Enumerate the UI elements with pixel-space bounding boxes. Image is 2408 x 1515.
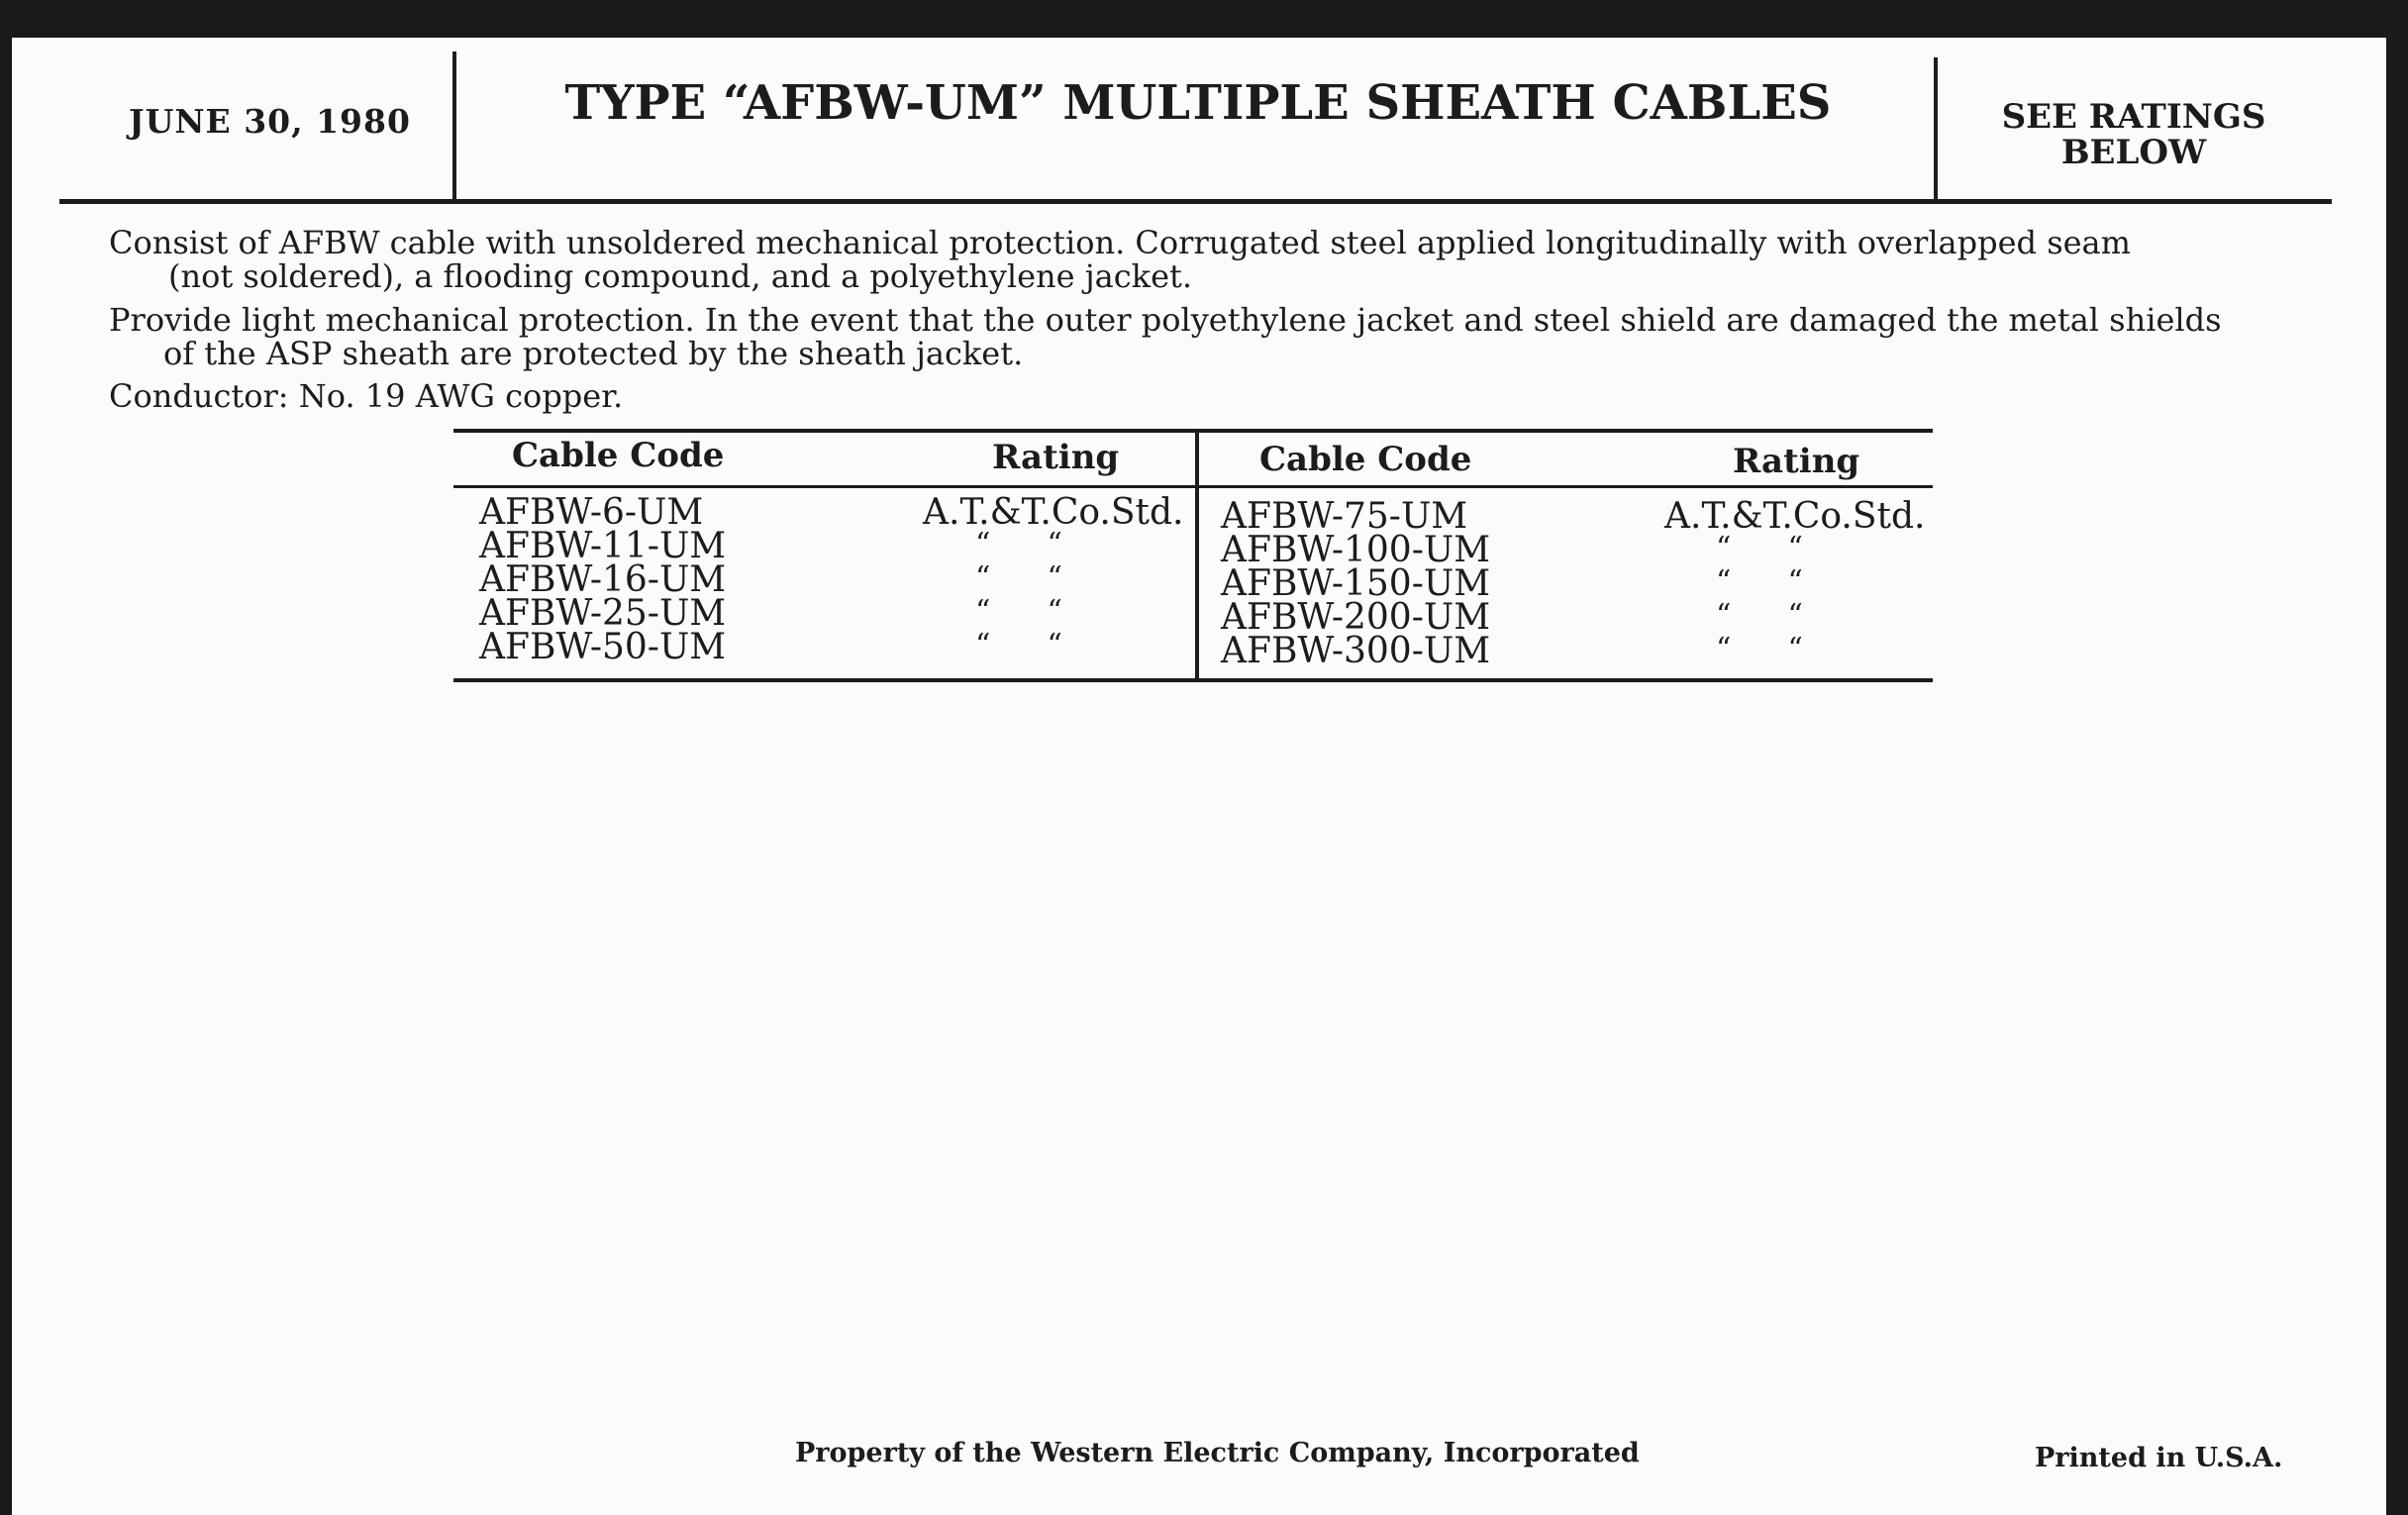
cable-code: AFBW-200-UM: [1221, 597, 1491, 638]
rating-ditto: “ “: [975, 594, 1062, 629]
cable-code: AFBW-50-UM: [479, 627, 727, 667]
rating-value: A.T.&T.Co.Std.: [923, 492, 1184, 533]
rating-ditto: “ “: [975, 527, 1062, 561]
description-paragraph: [109, 226, 2342, 293]
right-cable-code-header: Cable Code: [1259, 440, 1472, 479]
rating-value: A.T.&T.Co.Std.: [1664, 496, 1926, 537]
cable-code: AFBW-16-UM: [479, 559, 727, 600]
issue-date: JUNE 30, 1980: [129, 102, 411, 141]
cable-code: AFBW-75-UM: [1221, 496, 1468, 537]
para1-line1: Consist of AFBW cable with unsoldered mechanical protection. Corrugated steel applied longitudinally with overlapped seam: [109, 224, 2131, 261]
left-cable-code-header: Cable Code: [512, 436, 725, 475]
conductor-spec: Conductor: No. 19 AWG copper.: [109, 377, 624, 415]
protection-paragraph: [109, 303, 2342, 370]
rating-ditto: “ “: [1716, 632, 1803, 666]
see-ratings-line2: BELOW: [2060, 133, 2207, 172]
rating-ditto: “ “: [1716, 598, 1803, 633]
table-top-rule: [453, 429, 1933, 433]
table-center-divider: [1195, 429, 1199, 682]
page-title: TYPE “AFBW-UM” MULTIPLE SHEATH CABLES: [564, 75, 1832, 131]
cable-code: AFBW-100-UM: [1221, 530, 1491, 570]
see-ratings-line1: SEE RATINGS: [2001, 97, 2266, 137]
table-header-rule: [453, 485, 1933, 488]
para2-line2: of the ASP sheath are protected by the sheath jacket.: [163, 335, 1024, 372]
cable-code: AFBW-25-UM: [479, 593, 727, 634]
cable-code: AFBW-6-UM: [479, 492, 704, 533]
header-rule: [59, 199, 2332, 204]
para2-line1: Provide light mechanical protection. In the event that the outer polyethylene jacket and steel shield are damaged the metal shields: [109, 301, 2222, 339]
right-rating-header: Rating: [1733, 442, 1860, 481]
table-bottom-rule: [453, 678, 1933, 682]
printed-in-notice: Printed in U.S.A.: [2035, 1443, 2283, 1473]
rating-ditto: “ “: [975, 560, 1062, 595]
left-rating-header: Rating: [992, 438, 1120, 477]
rating-ditto: “ “: [1716, 531, 1803, 565]
rating-ditto: “ “: [1716, 564, 1803, 599]
header-divider-right: [1934, 57, 1938, 204]
cable-code: AFBW-11-UM: [479, 526, 727, 566]
cable-code: AFBW-150-UM: [1221, 563, 1491, 604]
cable-code: AFBW-300-UM: [1221, 631, 1491, 671]
see-ratings-note: [1941, 99, 2327, 170]
para1-line2: (not soldered), a flooding compound, and a polyethylene jacket.: [168, 257, 1193, 295]
property-notice: Property of the Western Electric Company, Incorporated: [795, 1438, 1640, 1468]
rating-ditto: “ “: [975, 628, 1062, 662]
header-divider-left: [452, 51, 456, 200]
